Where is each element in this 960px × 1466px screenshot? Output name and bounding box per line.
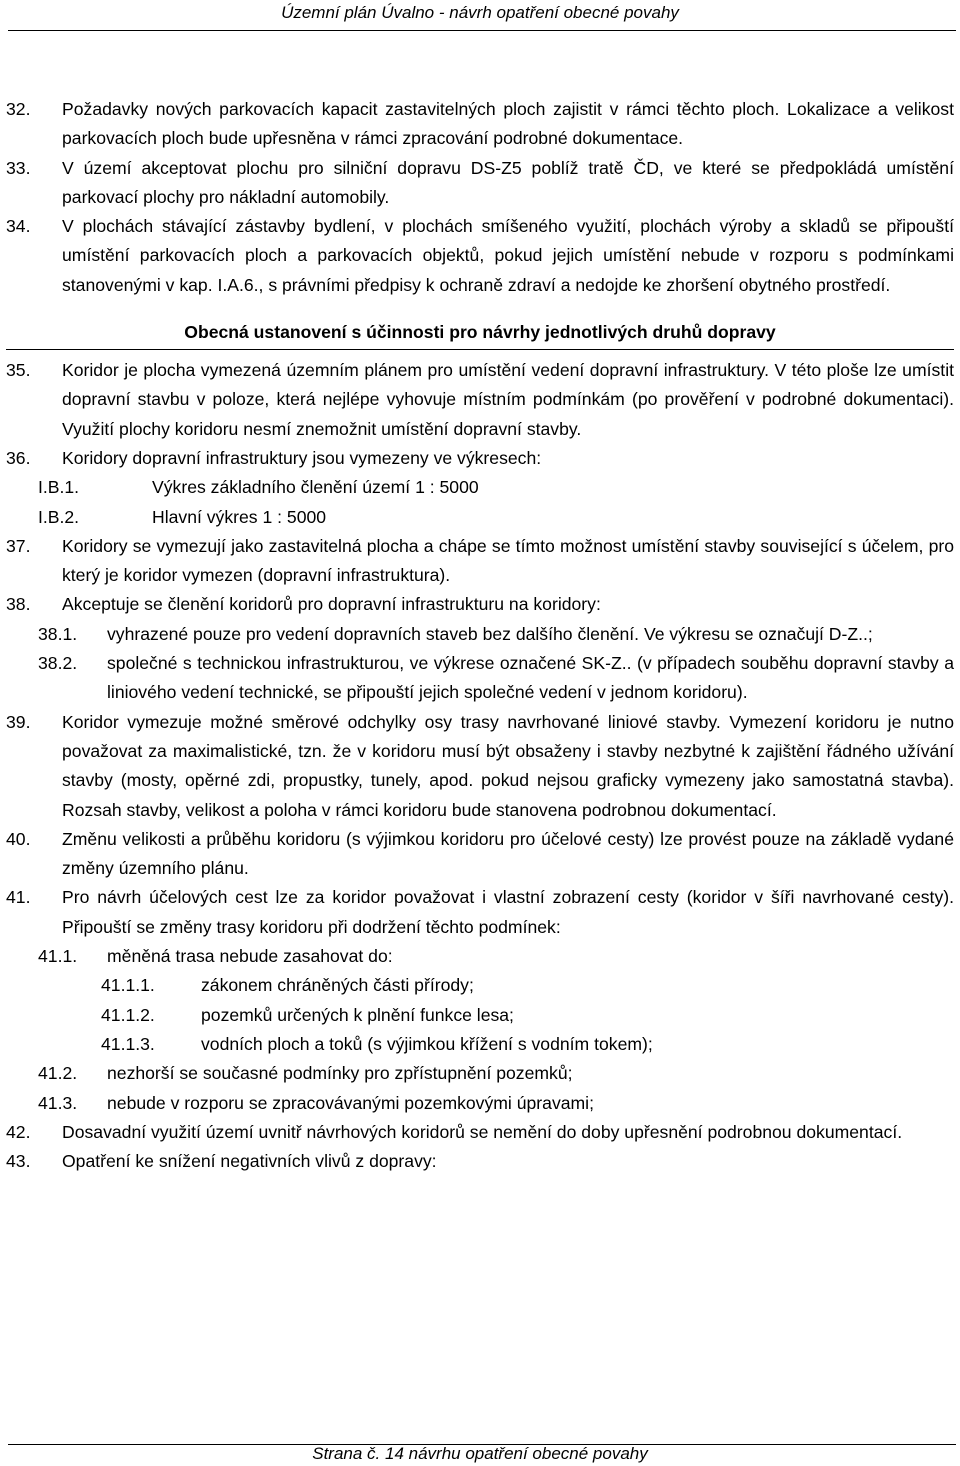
paragraph-number: 42. [6,1121,31,1142]
paragraph-41-1-3 [6,1030,954,1059]
paragraph-text: Akceptuje se členění koridorů pro dopravní infrastrukturu na koridory: [62,594,601,615]
paragraph-text: vodních ploch a toků (s výjimkou křížení s vodním tokem); [201,1033,653,1054]
paragraph-38 [6,590,954,619]
paragraph-number: 38.2. [38,653,78,674]
paragraph-number: 41. [6,887,31,908]
paragraph-text: nebude v rozporu se zpracovávanými pozemkovými úpravami; [107,1092,594,1113]
section-heading-text: Obecná ustanovení s účinnosti pro návrhy jednotlivých druhů dopravy [184,322,776,343]
drawing-code: I.B.2. [38,506,80,527]
paragraph-text: vyhrazené pouze pro vedení dopravních staveb bez dalšího členění. Ve výkresu se označují D-Z..; [107,623,873,644]
paragraph-36 [6,444,954,473]
paragraph-text: V území akceptovat plochu pro silniční dopravu DS-Z5 poblíž tratě ČD, ve které se předpokládá umístění parkovací plochy pro nákladní automobily. [62,157,954,207]
paragraph-41-1-1 [6,971,954,1000]
paragraph-text: V plochách stávající zástavby bydlení, v plochách smíšeného využití, plochách výroby a skladů se připouští umístění parkovacích ploch a parkovacích objektů, pokud jejich umístění nebude v rozporu s podmínkami stanovenými v kap. I.A.6., s právními předpisy k ochraně zdraví a nedojde ke zhoršení obytného prostředí. [62,216,954,295]
paragraph-38-2 [6,649,954,708]
section-heading [6,319,954,350]
drawing-item [6,473,954,502]
paragraph-text: Koridor vymezuje možné směrové odchylky osy trasy navrhované liniové stavby. Vymezení koridoru je nutno považovat za maximalistické, tzn. že v koridoru musí být obsaženy i stavby nezbytné k zajištění řádného užívání stavby (mosty, opěrné zdi, propustky, tunely, apod. pokud nejsou graficky vymezeny jako samostatná stavba). Rozsah stavby, velikost a poloha v rámci koridoru bude stanovena podrobnou dokumentací. [62,711,954,820]
paragraph-text: společné s technickou infrastrukturou, ve výkrese označené SK-Z.. (v případech souběhu dopravní stavby a liniového vedení technické, se připouští jejich společné vedení v jednom koridoru). [107,653,954,703]
paragraph-text: Požadavky nových parkovacích kapacit zastavitelných ploch zajistit v rámci těchto ploch. Lokalizace a velikost parkovacích ploch bude upřesněna v rámci zpracování podrobné dokumentace. [62,99,954,149]
paragraph-38-1 [6,620,954,649]
paragraph-number: 41.2. [38,1063,78,1084]
paragraph-number: 39. [6,711,31,732]
page-footer: Strana č. 14 návrhu opatření obecné povahy [312,1444,648,1463]
paragraph-number: 33. [6,157,31,178]
paragraph-number: 34. [6,216,31,237]
header-divider [8,30,956,31]
paragraph-number: 40. [6,828,31,849]
paragraph-text: pozemků určených k plnění funkce lesa; [201,1004,514,1025]
paragraph-text: Opatření ke snížení negativních vlivů z dopravy: [62,1151,437,1172]
paragraph-number: 41.1.3. [101,1033,155,1054]
paragraph-text: Koridor je plocha vymezená územním plánem pro umístění vedení dopravní infrastruktury. V této ploše lze umístit dopravní stavbu v poloze, která nejlépe vyhovuje místním podmínkám (po prověření v podrobné dokumentaci). Využití plochy koridoru nesmí znemožnit umístění dopravní stavby. [62,360,954,439]
paragraph-33 [6,154,954,213]
paragraph-text: nezhorší se současné podmínky pro zpřístupnění pozemků; [107,1063,573,1084]
paragraph-number: 35. [6,360,31,381]
drawing-label: Výkres základního členění území 1 : 5000 [152,477,479,498]
drawing-label: Hlavní výkres 1 : 5000 [152,506,327,527]
paragraph-number: 41.1.1. [101,975,155,996]
paragraph-37 [6,532,954,591]
paragraph-41 [6,883,954,942]
paragraph-text: Změnu velikosti a průběhu koridoru (s výjimkou koridoru pro účelové cesty) lze provést pouze na základě vydané změny územního plánu. [62,828,954,879]
page-header: Územní plán Úvalno - návrh opatření obecné povahy [281,3,679,22]
paragraph-text: Koridory dopravní infrastruktury jsou vymezeny ve výkresech: [62,447,542,468]
paragraph-text: Pro návrh účelových cest lze za koridor považovat i vlastní zobrazení cesty (koridor v šíři navrhované cesty). Připouští se změny trasy koridoru při dodržení těchto podmínek: [62,887,954,937]
paragraph-41-3 [6,1089,954,1118]
paragraph-number: 43. [6,1151,31,1172]
document-body [6,95,954,1176]
paragraph-number: 38. [6,594,31,615]
paragraph-42 [6,1118,954,1147]
paragraph-32 [6,95,954,154]
paragraph-number: 36. [6,447,31,468]
paragraph-number: 32. [6,99,31,119]
drawing-code: I.B.1. [38,477,80,498]
paragraph-number: 41.3. [38,1092,78,1113]
paragraph-number: 37. [6,535,31,556]
paragraph-number: 41.1.2. [101,1004,155,1025]
paragraph-text: Koridory se vymezují jako zastavitelná plocha a chápe se tímto možnost umístění stavby související s účelem, pro který je koridor vymezen (dopravní infrastruktura). [62,535,954,586]
paragraph-text: Dosavadní využití území uvnitř návrhových koridorů se nemění do doby upřesnění podrobnou dokumentací. [62,1121,903,1142]
paragraph-number: 38.1. [38,623,78,644]
paragraph-text: zákonem chráněných části přírody; [201,975,474,996]
paragraph-40 [6,825,954,884]
paragraph-39 [6,708,954,825]
paragraph-35 [6,356,954,444]
paragraph-number: 41.1. [38,946,78,967]
paragraph-34 [6,212,954,300]
paragraph-43 [6,1147,954,1176]
paragraph-41-2 [6,1059,954,1088]
paragraph-41-1 [6,942,954,971]
paragraph-41-1-2 [6,1001,954,1030]
drawing-item [6,503,954,532]
paragraph-text: měněná trasa nebude zasahovat do: [107,946,393,967]
